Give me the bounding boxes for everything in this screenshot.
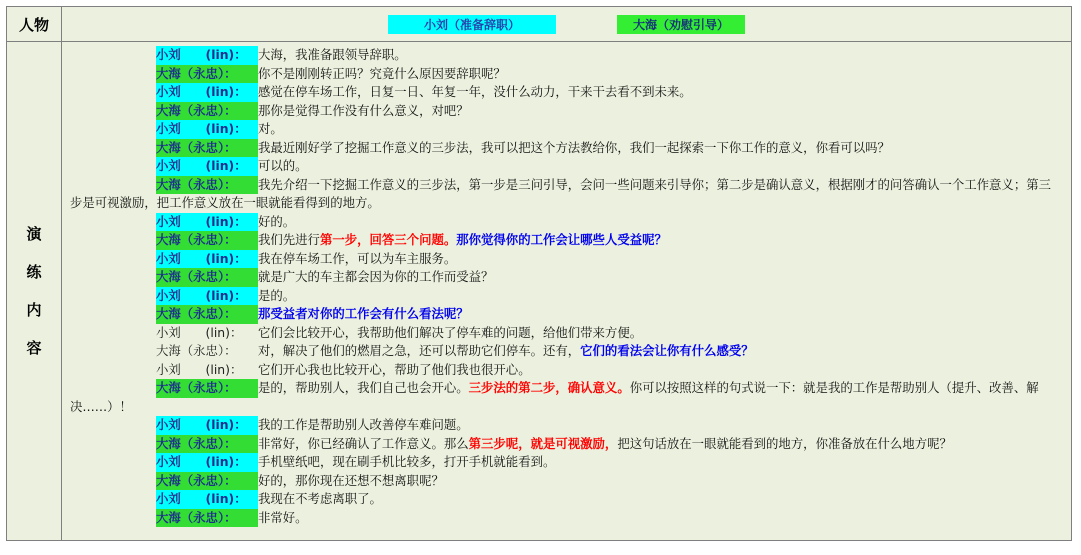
- speaker-label: 小刘 (lin)：: [156, 416, 258, 435]
- dialogue-line: [70, 379, 1063, 416]
- speaker-label: 小刘 (lin)：: [156, 250, 258, 269]
- utterance-text: 感觉在停车场工作，日复一日、年复一年，没什么动力，干来干去看不到未来。: [258, 84, 692, 99]
- dialogue-line: [70, 102, 1063, 121]
- speaker-label: 大海（永忠）：: [156, 305, 258, 324]
- utterance-text: 是的，帮助别人，我们自己也会开心。: [258, 380, 469, 395]
- dialogue-line: [70, 416, 1063, 435]
- speaker-label: 大海（永忠）：: [156, 102, 258, 121]
- dialogue-line: [70, 120, 1063, 139]
- side-label-char: 容: [26, 339, 42, 357]
- speaker-label: 大海（永忠）：: [156, 435, 258, 454]
- speaker-label: 大海（永忠）：: [156, 231, 258, 250]
- speaker-label: 小刘 (lin)：: [156, 120, 258, 139]
- speaker-label: 大海（永忠）：: [156, 379, 258, 398]
- dialogue-line: [70, 139, 1063, 158]
- dialogue-content-cell[interactable]: [62, 42, 1072, 541]
- speaker-label: 大海（永忠）：: [156, 268, 258, 287]
- speaker-label: 大海（永忠）：: [156, 65, 258, 84]
- dialogue-script: [62, 42, 1071, 527]
- speaker-label: 小刘 (lin)：: [156, 324, 243, 340]
- header-row: [7, 7, 1072, 42]
- dialogue-line: [70, 157, 1063, 176]
- dialogue-line: [70, 472, 1063, 491]
- dialogue-line: [70, 65, 1063, 84]
- liu-role-tag: 小刘（准备辞职）: [388, 15, 556, 34]
- utterance-text: 好的，那你现在还想不想离职呢？: [258, 472, 444, 488]
- dialogue-line: [70, 213, 1063, 232]
- speaker-label: 大海（永忠）：: [156, 509, 258, 528]
- utterance-text: 就是广大的车主都会因为你的工作而受益？: [258, 269, 494, 284]
- emphasis-blue-question: 它们的看法会让你有什么感受？: [580, 343, 754, 358]
- speaker-label: 小刘 (lin)：: [156, 287, 258, 306]
- dialogue-table: [6, 6, 1072, 541]
- utterance-text: 你不是刚刚转正吗？究竟什么原因要辞职呢？: [258, 65, 506, 81]
- utterance-text: 我先介绍一下挖掘工作意义的三步法，第一步是三问引导，会问一些问题来引导你；第二步是确认意义，根据刚才的问答确认一个工作意义；第三步是可视激励，把工作意义放在一眼就能看得到的地方。: [70, 176, 1051, 210]
- content-row: [7, 42, 1072, 541]
- speaker-label: 大海（永忠）：: [156, 139, 258, 158]
- utterance-text: 我们先进行: [258, 232, 320, 247]
- speaker-label: 大海（永忠）：: [156, 343, 237, 358]
- utterance-text: 非常好。: [258, 509, 308, 525]
- dialogue-line: [70, 250, 1063, 269]
- side-label-char: 内: [26, 301, 42, 319]
- dialogue-line: [70, 268, 1063, 287]
- utterance-text: 我在停车场工作，可以为车主服务。: [258, 250, 457, 266]
- utterance-text: 对，解决了他们的燃眉之急，还可以帮助它们停车。还有，: [258, 343, 581, 358]
- utterance-text: 我的工作是帮助别人改善停车难问题。: [258, 417, 469, 432]
- speaker-label: 小刘 (lin)：: [156, 157, 258, 176]
- emphasis-blue-question: 那受益者对你的工作会有什么看法呢？: [258, 306, 469, 321]
- roles-header-cell[interactable]: [62, 7, 1072, 42]
- emphasis-blue-question: 那你觉得你的工作会让哪些人受益呢？: [456, 232, 667, 247]
- utterance-text: 把这句话放在一眼就能看到的地方，你准备放在什么地方呢？: [617, 435, 952, 451]
- role-header-cell[interactable]: [7, 7, 62, 42]
- dialogue-line: [70, 453, 1063, 472]
- dialogue-line: [70, 231, 1063, 250]
- dialogue-line: [70, 46, 1063, 65]
- dialogue-line: [70, 490, 1063, 509]
- emphasis-red-text: 第一步，回答三个问题。: [319, 232, 457, 247]
- speaker-label: 小刘 (lin)：: [156, 453, 258, 472]
- utterance-text: 是的。: [258, 287, 296, 303]
- dialogue-line: [70, 435, 1063, 454]
- side-label-char: 演: [26, 225, 42, 243]
- hai-role-tag: 大海（劝慰引导）: [617, 15, 745, 34]
- utterance-text: 手机壁纸吧，现在刷手机比较多，打开手机就能看到。: [258, 454, 556, 469]
- speaker-label: 小刘 (lin)：: [156, 361, 243, 377]
- utterance-text: 你可以按照这样的句式说一下：就是我的工作是帮助别人（提升、改善、解决……）！: [70, 380, 1039, 414]
- speaker-label: 小刘 (lin)：: [156, 46, 258, 65]
- utterance-text: 它们会比较开心，我帮助他们解决了停车难的问题，给他们带来方便。: [258, 324, 643, 340]
- emphasis-red-text: 三步法的第二步，确认意义。: [468, 380, 630, 395]
- utterance-text: 好的。: [258, 213, 296, 229]
- side-label: [7, 215, 61, 367]
- dialogue-line: [70, 287, 1063, 306]
- role-header-label: 人物: [18, 15, 49, 34]
- dialogue-line: [70, 176, 1063, 213]
- dialogue-line: [70, 361, 1063, 380]
- speaker-label: 小刘 (lin)：: [156, 490, 258, 509]
- utterance-text: 对。: [258, 121, 283, 136]
- utterance-text: 我现在不考虑离职了。: [258, 491, 382, 506]
- dialogue-line: [70, 83, 1063, 102]
- dialogue-line: [70, 324, 1063, 343]
- utterance-text: 可以的。: [258, 158, 308, 173]
- speaker-label: 大海（永忠）：: [156, 472, 258, 491]
- speaker-label: 小刘 (lin)：: [156, 213, 258, 232]
- utterance-text: 那你是觉得工作没有什么意义，对吧？: [258, 102, 469, 118]
- dialogue-line: [70, 342, 1063, 361]
- speaker-label: 大海（永忠）：: [156, 176, 258, 195]
- dialogue-line: [70, 305, 1063, 324]
- speaker-label: 小刘 (lin)：: [156, 83, 258, 102]
- side-label-cell[interactable]: [7, 42, 62, 541]
- dialogue-line: [70, 509, 1063, 528]
- utterance-text: 非常好，你已经确认了工作意义。那么: [258, 435, 469, 451]
- side-label-char: 练: [26, 263, 42, 281]
- utterance-text: 它们开心我也比较开心，帮助了他们我也很开心。: [258, 361, 531, 377]
- emphasis-red-text: 第三步呢，就是可视激励，: [468, 435, 618, 451]
- utterance-text: 我最近刚好学了挖掘工作意义的三步法，我可以把这个方法教给你，我们一起探索一下你工作的意义，你看可以吗？: [258, 139, 890, 155]
- utterance-text: 大海，我准备跟领导辞职。: [258, 47, 407, 62]
